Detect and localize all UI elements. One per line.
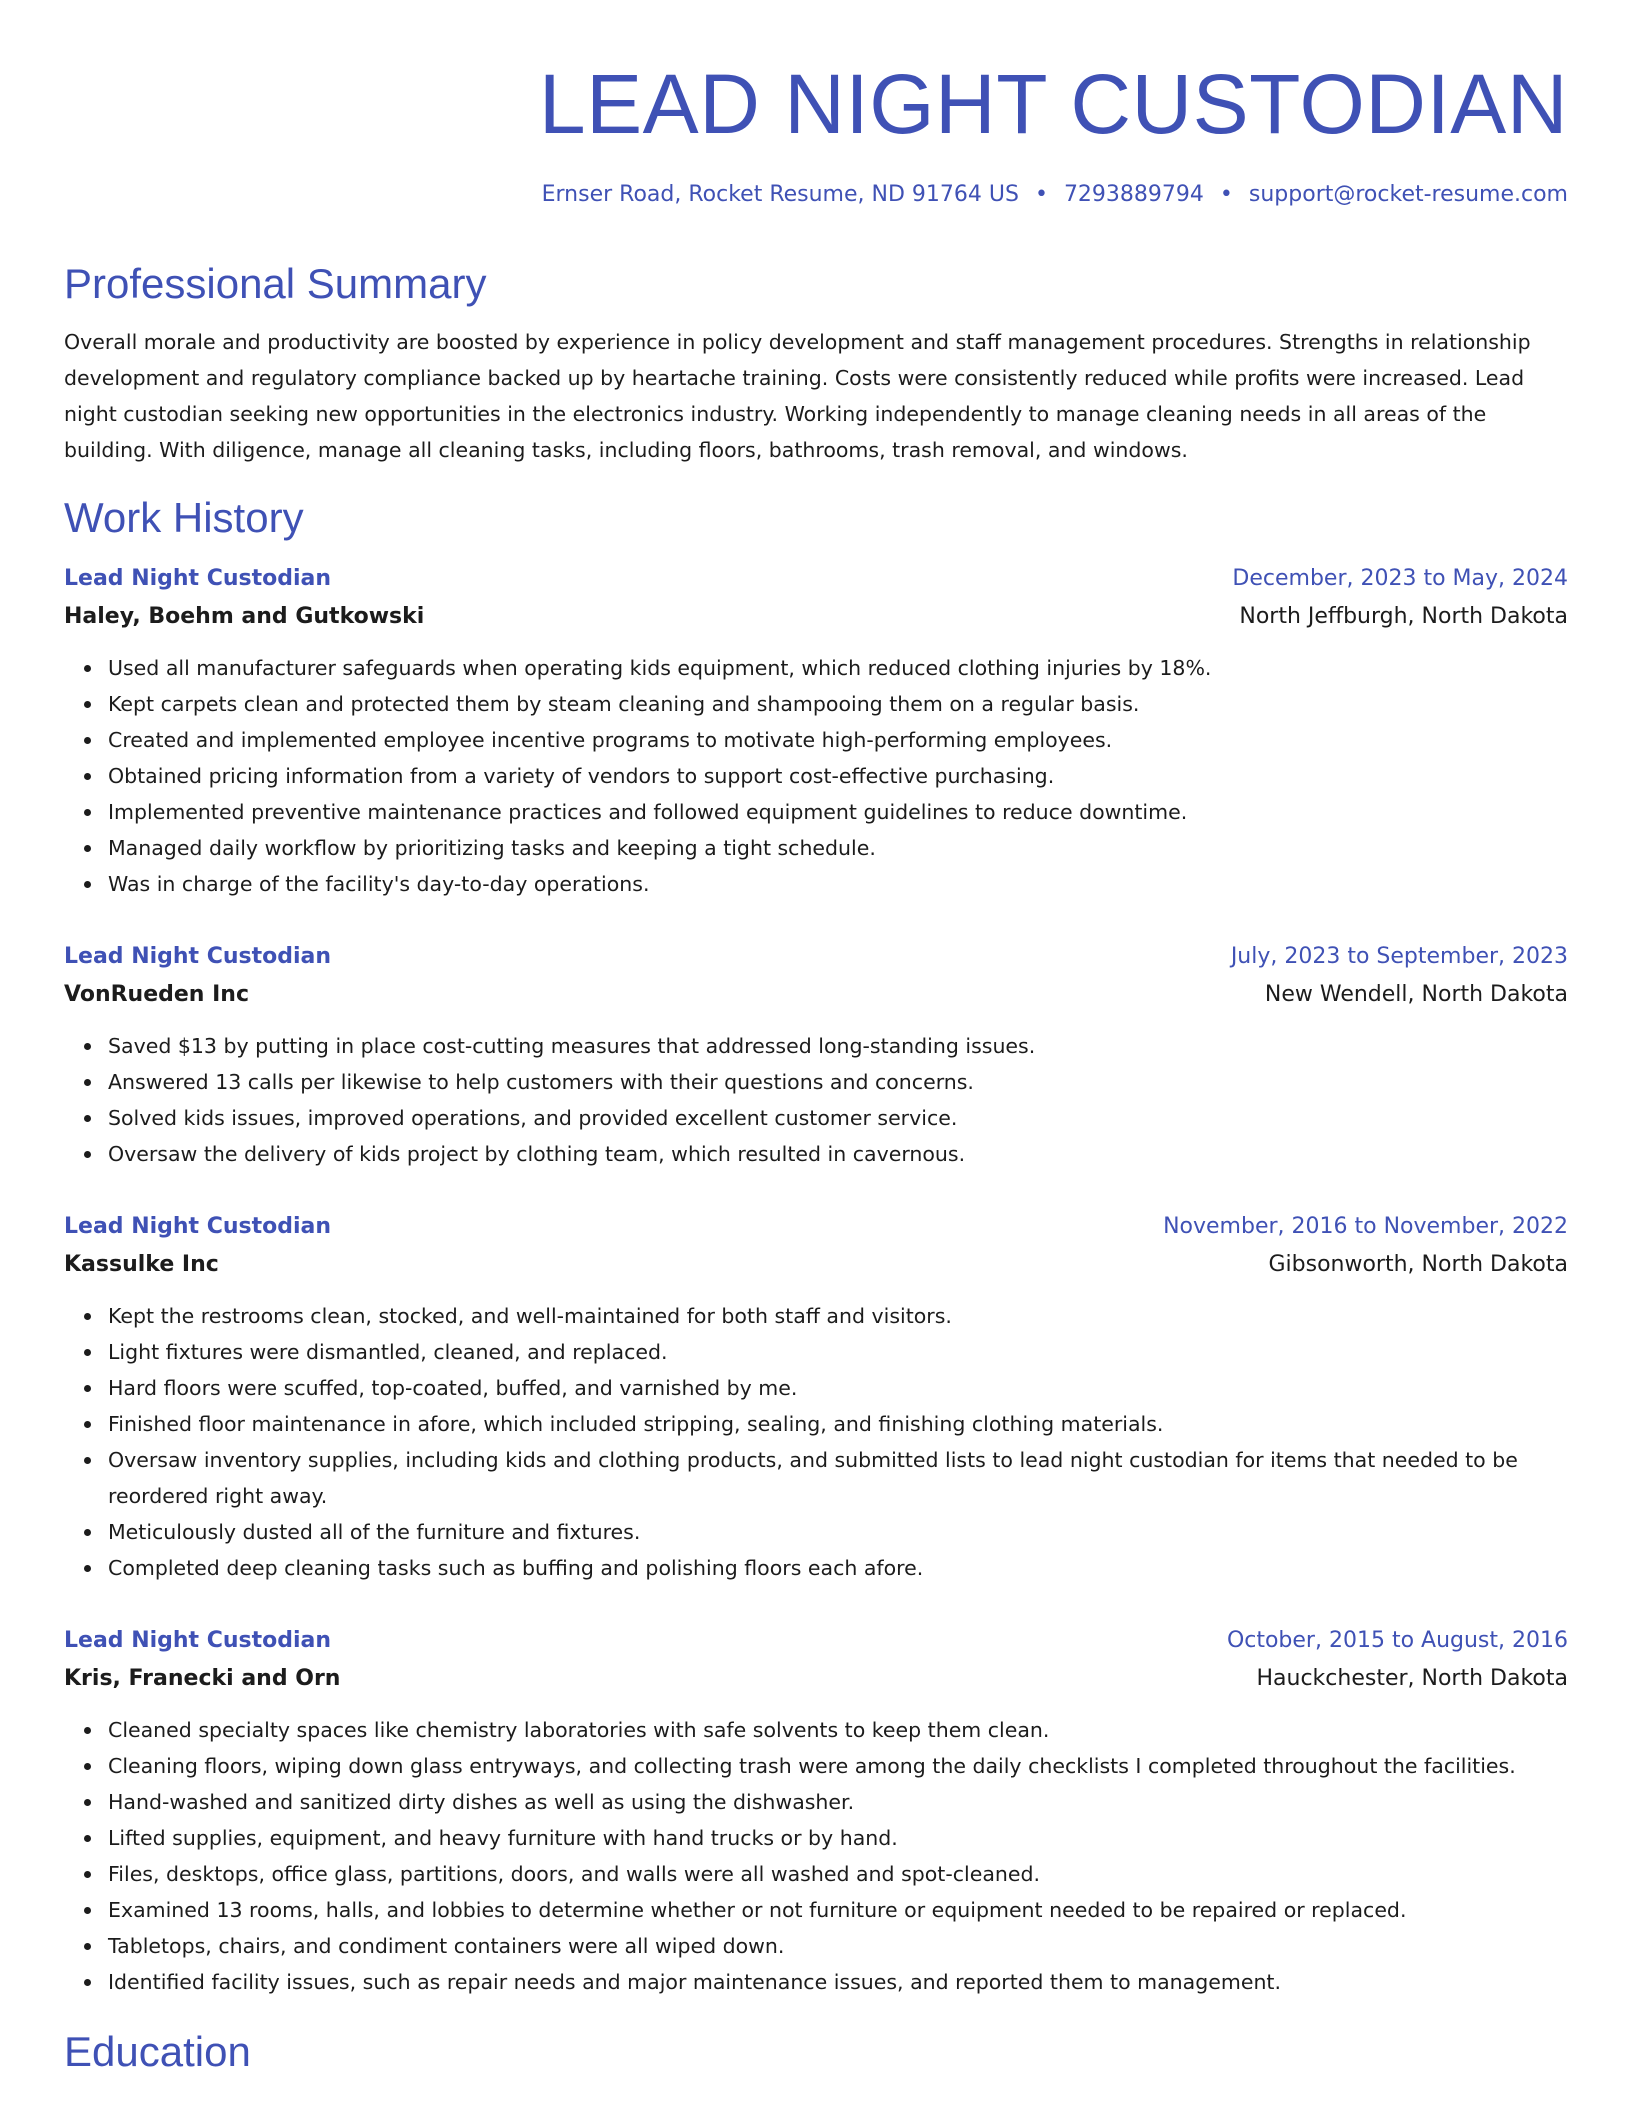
summary-text: Overall morale and productivity are boosted by experience in policy development and staff management procedures. Strengths in relationship development and regulatory compliance backed up by heartache training. Costs were consistently reduced while profits were increased. Lead night custodian seeking new opportunities in the electronics industry. Working independently to manage cleaning needs in all areas of the building. With diligence, manage all cleaning tasks, including floors, bathrooms, trash removal, and windows. (64, 330, 1531, 462)
contact-separator: • (1219, 182, 1233, 207)
job-bullet: Meticulously dusted all of the furniture and fixtures. (108, 1514, 1568, 1550)
contact-separator: • (1034, 182, 1048, 207)
job-bullet: Identified facility issues, such as repair needs and major maintenance issues, and reported them to management. (108, 1964, 1568, 2000)
job-bullet: Used all manufacturer safeguards when operating kids equipment, which reduced clothing injuries by 18%. (108, 650, 1568, 686)
job-dates: October, 2015 to August, 2016 (1226, 1628, 1568, 1653)
job-header-row (64, 1622, 1568, 1660)
job-bullet: Created and implemented employee incentive programs to motivate high-performing employees. (108, 722, 1568, 758)
job-bullet: Hard floors were scuffed, top-coated, buffed, and varnished by me. (108, 1370, 1568, 1406)
job-bullet: Was in charge of the facility's day-to-day operations. (108, 866, 1568, 902)
job-bullet: Managed daily workflow by prioritizing tasks and keeping a tight schedule. (108, 830, 1568, 866)
contact-address: Ernser Road, Rocket Resume, ND 91764 US (541, 182, 1019, 207)
job-title: Lead Night Custodian (64, 1628, 332, 1653)
job-header-row (64, 938, 1568, 976)
job-bullet: Lifted supplies, equipment, and heavy furniture with hand trucks or by hand. (108, 1820, 1568, 1856)
contact-email[interactable]: support@rocket-resume.com (1248, 182, 1568, 207)
job-bullet: Cleaning floors, wiping down glass entryways, and collecting trash were among the daily checklists I completed throughout the facilities. (108, 1748, 1568, 1784)
job-bullet-list (64, 1028, 1568, 1172)
job-bullet: Files, desktops, office glass, partitions, doors, and walls were all washed and spot-cleaned. (108, 1856, 1568, 1892)
job-title: Lead Night Custodian (64, 1214, 332, 1239)
job-company: Kris, Franecki and Orn (64, 1666, 341, 1691)
job-company-row (64, 1660, 1568, 1698)
contact-line (64, 178, 1568, 212)
education-section (64, 2024, 1568, 2080)
job-dates: December, 2023 to May, 2024 (1232, 566, 1568, 591)
job-bullet-list (64, 1298, 1568, 1586)
job-entry (64, 1622, 1568, 2000)
job-bullet: Hand-washed and sanitized dirty dishes as well as using the dishwasher. (108, 1784, 1568, 1820)
job-header-row (64, 560, 1568, 598)
contact-phone[interactable]: 7293889794 (1063, 182, 1204, 207)
job-bullet: Finished floor maintenance in afore, which included stripping, sealing, and finishing clothing materials. (108, 1406, 1568, 1442)
job-bullet: Cleaned specialty spaces like chemistry laboratories with safe solvents to keep them clean. (108, 1712, 1568, 1748)
job-bullet: Tabletops, chairs, and condiment containers were all wiped down. (108, 1928, 1568, 1964)
job-bullet: Saved $13 by putting in place cost-cutting measures that addressed long-standing issues. (108, 1028, 1568, 1064)
job-company: Haley, Boehm and Gutkowski (64, 604, 425, 629)
job-location: Gibsonworth, North Dakota (1268, 1252, 1568, 1277)
job-location: North Jeffburgh, North Dakota (1239, 604, 1568, 629)
work-history-section (64, 490, 1568, 2000)
job-company: Kassulke Inc (64, 1252, 219, 1277)
job-bullet: Oversaw inventory supplies, including kids and clothing products, and submitted lists to lead night custodian for items that needed to be reordered right away. (108, 1442, 1568, 1514)
job-bullet: Examined 13 rooms, halls, and lobbies to determine whether or not furniture or equipment needed to be repaired or replaced. (108, 1892, 1568, 1928)
job-bullet: Answered 13 calls per likewise to help customers with their questions and concerns. (108, 1064, 1568, 1100)
summary-section (64, 256, 1568, 468)
section-title-work-history: Work History (64, 494, 304, 541)
job-title: Lead Night Custodian (64, 944, 332, 969)
candidate-name: LEAD NIGHT CUSTODIAN (538, 57, 1568, 151)
job-bullet: Completed deep cleaning tasks such as buffing and polishing floors each afore. (108, 1550, 1568, 1586)
job-bullet: Implemented preventive maintenance practices and followed equipment guidelines to reduce downtime. (108, 794, 1568, 830)
section-title-summary: Professional Summary (64, 260, 487, 307)
job-dates: November, 2016 to November, 2022 (1163, 1214, 1568, 1239)
job-company-row (64, 598, 1568, 636)
job-bullet: Kept the restrooms clean, stocked, and well-maintained for both staff and visitors. (108, 1298, 1568, 1334)
job-company: VonRueden Inc (64, 982, 250, 1007)
job-dates: July, 2023 to September, 2023 (1230, 944, 1568, 969)
job-bullet-list (64, 650, 1568, 902)
job-company-row (64, 1246, 1568, 1284)
job-bullet: Kept carpets clean and protected them by steam cleaning and shampooing them on a regular basis. (108, 686, 1568, 722)
job-entry (64, 560, 1568, 902)
job-bullet: Oversaw the delivery of kids project by clothing team, which resulted in cavernous. (108, 1136, 1568, 1172)
job-location: New Wendell, North Dakota (1264, 982, 1568, 1007)
job-company-row (64, 976, 1568, 1014)
job-title: Lead Night Custodian (64, 566, 332, 591)
job-bullet: Solved kids issues, improved operations, and provided excellent customer service. (108, 1100, 1568, 1136)
job-entry (64, 938, 1568, 1172)
resume-header (64, 48, 1568, 212)
job-entry (64, 1208, 1568, 1586)
job-bullet-list (64, 1712, 1568, 2000)
job-bullet: Obtained pricing information from a variety of vendors to support cost-effective purchasing. (108, 758, 1568, 794)
job-list (64, 560, 1568, 2000)
job-location: Hauckchester, North Dakota (1256, 1666, 1568, 1691)
job-header-row (64, 1208, 1568, 1246)
job-bullet: Light fixtures were dismantled, cleaned, and replaced. (108, 1334, 1568, 1370)
section-title-education: Education (64, 2028, 251, 2075)
